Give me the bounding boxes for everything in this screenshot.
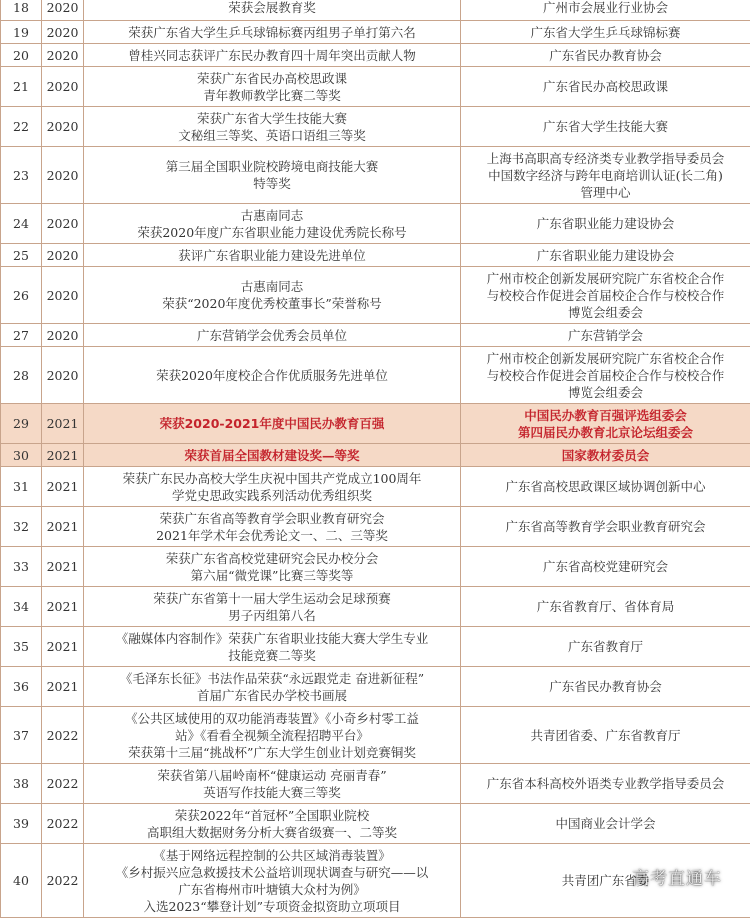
award-cell-line: 高职组大数据财务分析大赛省级赛一、二等奖 [146,824,397,840]
table-row [1,267,750,324]
award-cell-line: 首届广东省民办学校书画展 [196,687,347,703]
award-cell-line: 入选2023“攀登计划”专项资金拟资助立项项目 [143,898,401,914]
organizer-cell [461,107,750,147]
organizer-cell [461,467,750,507]
table-row [1,347,750,404]
award-cell-line: 《基于网络远程控制的公共区域消毒装置》 [153,847,391,863]
award-cell [84,324,461,347]
table-row [1,547,750,587]
award-cell-line: 荣获首届全国教材建设奖—等奖 [184,447,360,463]
organizer-cell [461,0,750,21]
organizer-cell-line: 广州市校企创新发展研究院广东省校企合作 [486,350,725,366]
row-year: 2022 [42,707,84,764]
award-cell-line: 2021年学术年会优秀论文一、二、三等奖 [156,527,388,543]
organizer-cell [461,267,750,324]
row-number: 29 [1,404,42,444]
row-number: 26 [1,267,42,324]
organizer-cell [461,627,750,667]
award-cell-line: 《融媒体内容制作》荣获广东省职业技能大赛大学生专业 [115,630,429,646]
award-cell [84,44,461,67]
organizer-cell-line: 广东省民办教育协会 [549,47,662,63]
award-cell-line: 站》《看看全视频全流程招聘平台》 [175,727,369,743]
row-number: 23 [1,147,42,204]
row-year: 2021 [42,404,84,444]
organizer-cell [461,147,750,204]
organizer-cell-line: 广东省大学生技能大赛 [542,119,668,134]
row-number: 28 [1,347,42,404]
award-cell-line: 《毛泽东长征》书法作品荣获“永远跟党走 奋进新征程” [119,670,425,686]
award-cell [84,444,461,467]
row-year: 2020 [42,107,84,147]
row-number: 19 [1,21,42,44]
award-cell-line: 荣获广东省民办高校思政课 [196,70,347,86]
table-row [1,21,750,44]
organizer-cell-line: 与校校合作促进会首届校企合作与校校合作 [486,287,725,303]
row-number: 24 [1,204,42,244]
table-row [1,627,750,667]
organizer-cell-line: 广东省教育厅 [567,639,643,654]
row-number: 31 [1,467,42,507]
row-year: 2020 [42,347,84,404]
table-row [1,244,750,267]
organizer-cell [461,587,750,627]
row-number: 21 [1,67,42,107]
table-row [1,764,750,804]
organizer-cell-line: 上海书高职高专经济类专业教学指导委员会 [486,150,725,166]
award-cell-line: 第六届“微党课”比赛三等奖等 [190,567,354,583]
award-cell-line: 技能竞赛二等奖 [228,647,316,663]
row-number: 18 [1,0,42,21]
award-cell-line: 《乡村振兴应急救援技术公益培训现状调查与研究——以 [115,864,429,880]
award-cell-line: 荣获广东省第十一届大学生运动会足球预赛 [153,590,391,606]
award-cell-line: 古惠南同志 [240,207,304,223]
organizer-cell [461,764,750,804]
award-cell [84,147,461,204]
organizer-cell-line: 与校校合作促进会首届校企合作与校校合作 [486,367,725,383]
row-year: 2022 [42,844,84,918]
row-year: 2020 [42,147,84,204]
award-cell [84,404,461,444]
award-cell-line: 男子丙组第八名 [228,607,316,623]
organizer-cell-line: 广东省高校思政课区域协调创新中心 [505,479,706,494]
row-number: 27 [1,324,42,347]
row-year: 2022 [42,764,84,804]
row-year: 2021 [42,507,84,547]
organizer-cell-line: 广东省高等教育学会职业教育研究会 [505,519,706,534]
organizer-cell [461,444,750,467]
organizer-cell-line: 广东省民办高校思政课 [542,79,668,94]
award-cell-line: 荣获2020-2021年度中国民办教育百强 [159,416,385,431]
row-year: 2021 [42,587,84,627]
table-row [1,324,750,347]
award-cell-line: 荣获2022年“首冠杯”全国职业院校 [174,807,370,823]
row-number: 33 [1,547,42,587]
award-cell [84,204,461,244]
award-cell [84,667,461,707]
organizer-cell-line: 广州市校企创新发展研究院广东省校企合作 [486,270,725,286]
row-number: 37 [1,707,42,764]
organizer-cell-line: 中国商业会计学会 [555,816,656,831]
organizer-cell [461,21,750,44]
award-cell [84,107,461,147]
award-cell-line: 英语写作技能大赛三等奖 [203,784,341,800]
organizer-cell [461,507,750,547]
organizer-cell-line: 中国数字经济与跨年电商培训认证(长二角) [488,167,723,183]
organizer-cell-line: 博览会组委会 [567,384,643,400]
award-cell-line: 特等奖 [253,176,291,191]
organizer-cell-line: 广东省本科高校外语类专业教学指导委员会 [486,776,725,791]
row-number: 35 [1,627,42,667]
organizer-cell-line: 博览会组委会 [567,304,643,320]
organizer-cell [461,667,750,707]
organizer-cell [461,547,750,587]
organizer-cell-line: 共青团省委、广东省教育厅 [530,727,681,743]
organizer-cell-line: 管理中心 [580,184,631,200]
organizer-cell-line: 广东省教育厅、省体育局 [536,599,675,614]
row-number: 40 [1,844,42,918]
table-row [1,44,750,67]
organizer-cell-line: 广东省职业能力建设协会 [536,216,675,231]
award-cell [84,244,461,267]
table-row [1,804,750,844]
award-cell-line: 学党史思政实践系列活动优秀组织奖 [171,487,372,503]
award-cell [84,587,461,627]
row-number: 38 [1,764,42,804]
row-year: 2020 [42,21,84,44]
organizer-cell-line: 国家教材委员会 [561,447,650,463]
award-cell-line: 荣获广东省大学生技能大赛 [196,110,347,126]
organizer-cell [461,404,750,444]
award-cell-line: 荣获2020年度广东省职业能力建设优秀院长称号 [137,224,407,240]
row-year: 2020 [42,44,84,67]
award-cell-line: 荣获会展教育奖 [228,0,316,15]
award-cell-line: 曾桂兴同志获评广东民办教育四十周年突出贡献人物 [128,47,416,63]
row-year: 2021 [42,667,84,707]
organizer-cell [461,324,750,347]
organizer-cell [461,347,750,404]
watermark: 高考直通车 [632,869,722,889]
row-number: 20 [1,44,42,67]
organizer-cell-line: 共青团广东省委 [561,873,650,888]
row-number: 39 [1,804,42,844]
award-cell [84,467,461,507]
award-cell [84,627,461,667]
organizer-cell-line: 广东省民办教育协会 [549,679,662,694]
organizer-cell-line: 广东省职业能力建设协会 [536,247,675,263]
row-year: 2020 [42,324,84,347]
row-year: 2021 [42,444,84,467]
organizer-cell [461,707,750,764]
organizer-cell [461,804,750,844]
table-row [1,147,750,204]
award-cell-line: 广东省梅州市叶塘镇大众村为例》 [178,881,366,897]
organizer-cell-line: 广州市会展业行业协会 [542,0,668,15]
table-row [1,204,750,244]
table-row [1,667,750,707]
award-cell [84,267,461,324]
row-year: 2021 [42,467,84,507]
award-cell-line: 荣获广东民办高校大学生庆祝中国共产党成立100周年 [122,470,422,486]
organizer-cell [461,44,750,67]
award-cell [84,0,461,21]
organizer-cell-line: 广东营销学会 [567,327,643,343]
row-number: 22 [1,107,42,147]
table-row [1,0,750,21]
organizer-cell [461,244,750,267]
award-cell-line: 古惠南同志 [240,279,304,294]
row-number: 30 [1,444,42,467]
table-row [1,507,750,547]
award-cell-line: 荣获2020年度校企合作优质服务先进单位 [156,367,388,383]
award-cell-line: 荣获省第八届岭南杯“健康运动 亮丽青春” [157,767,387,783]
row-year: 2020 [42,244,84,267]
organizer-cell [461,67,750,107]
table-row [1,707,750,764]
row-year: 2020 [42,267,84,324]
organizer-cell [461,204,750,244]
award-cell [84,347,461,404]
row-year: 2020 [42,0,84,21]
row-year: 2021 [42,547,84,587]
award-cell-line: 获评广东省职业能力建设先进单位 [178,247,366,263]
table-row [1,467,750,507]
award-cell-line: 荣获广东省大学生乒乓球锦标赛丙组男子单打第六名 [128,24,416,40]
organizer-cell-line: 第四届民办教育北京论坛组委会 [517,424,693,440]
award-cell-line: 荣获广东省高校党建研究会民办校分会 [165,550,379,566]
row-year: 2021 [42,627,84,667]
award-cell-line: 《公共区域使用的双功能消毒装置》《小奇乡村零工益 [125,710,419,726]
award-cell-line: 荣获“2020年度优秀校董事长”荣誉称号 [162,296,382,311]
table-row [1,444,750,467]
row-number: 34 [1,587,42,627]
row-year: 2020 [42,204,84,244]
award-cell-line: 青年教师教学比赛二等奖 [203,87,341,103]
table-row [1,67,750,107]
award-cell-line: 荣获广东省高等教育学会职业教育研究会 [159,510,385,526]
award-cell [84,547,461,587]
row-year: 2022 [42,804,84,844]
award-cell [84,507,461,547]
award-cell [84,707,461,764]
award-cell-line: 第三届全国职业院校跨境电商技能大赛 [165,159,379,174]
organizer-cell-line: 广东省高校党建研究会 [542,559,668,574]
award-cell [84,21,461,44]
award-cell-line: 荣获第十三届“挑战杯”广东大学生创业计划竞赛铜奖 [128,744,416,760]
award-cell-line: 文秘组三等奖、英语口语组三等奖 [178,127,366,143]
row-number: 25 [1,244,42,267]
table-row [1,587,750,627]
row-number: 32 [1,507,42,547]
table-row [1,404,750,444]
row-number: 36 [1,667,42,707]
award-cell [84,844,461,918]
award-cell [84,67,461,107]
table-row [1,107,750,147]
organizer-cell-line: 广东省大学生乒乓球锦标赛 [530,24,681,40]
row-year: 2020 [42,67,84,107]
organizer-cell-line: 中国民办教育百强评选组委会 [524,407,687,423]
award-cell [84,764,461,804]
award-cell-line: 广东营销学会优秀会员单位 [196,327,347,343]
award-cell [84,804,461,844]
